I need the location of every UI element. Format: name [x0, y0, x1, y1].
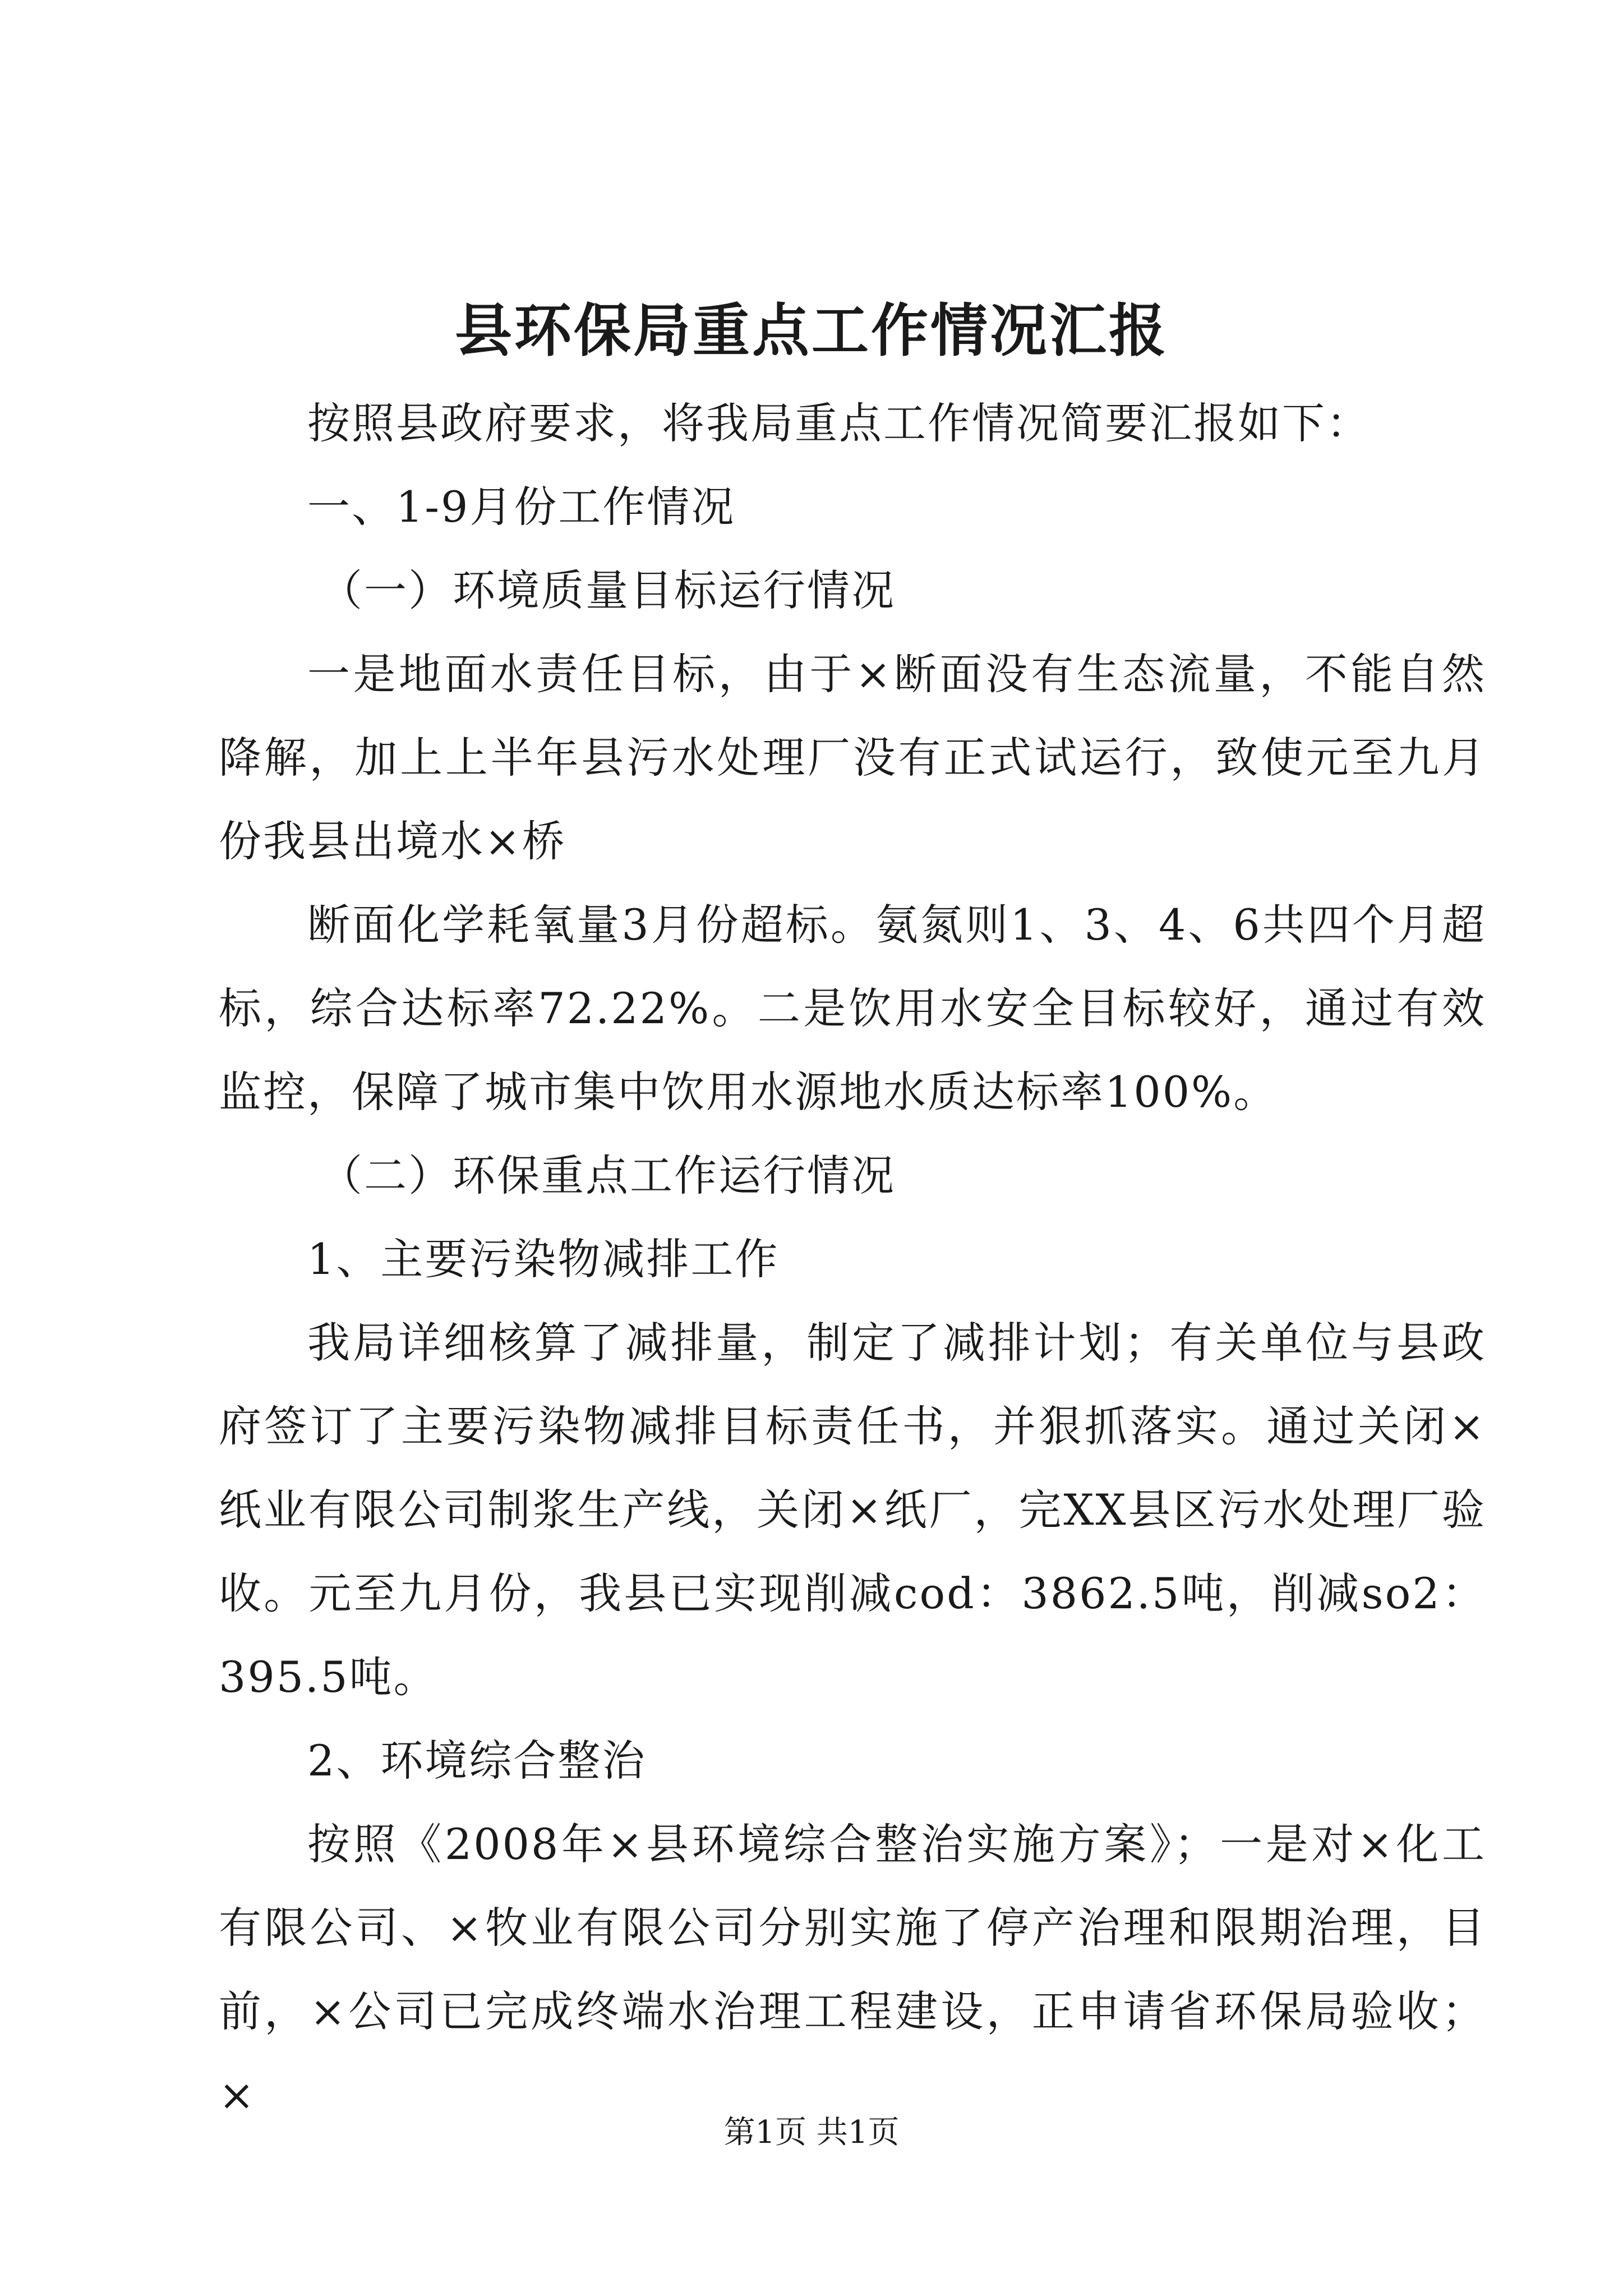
paragraph-water-target: 一是地面水责任目标，由于×断面没有生态流量，不能自然降解，加上上半年县污水处理厂没有正式试运行，致使元至九月份我县出境水×桥: [219, 649, 1486, 866]
paragraph-intro: 按照县政府要求，将我局重点工作情况简要汇报如下：: [307, 398, 1371, 448]
subsection-heading-1: （一）环境质量目标运行情况: [320, 565, 896, 615]
paragraph-comprehensive-rectification: 按照《2008年×县环境综合整治实施方案》；一是对×化工有限公司、×牧业有限公司分别实施了停产治理和限期治理，目前，×公司已完成终端水治理工程建设，正申请省环保局验收；×: [219, 1819, 1486, 2120]
page-footer: 第1页 共1页: [723, 2114, 900, 2151]
paragraph-water-results: 断面化学耗氧量3月份超标。氨氮则1、3、4、6共四个月超标，综合达标率72.22%。二是饮用水安全目标较好，通过有效监控，保障了城市集中饮用水源地水质达标率100%。: [219, 900, 1486, 1117]
section-heading-1: 一、1-9月份工作情况: [307, 482, 736, 532]
item-heading-1: 1、主要污染物减排工作: [307, 1234, 780, 1284]
subsection-heading-2: （二）环保重点工作运行情况: [320, 1151, 896, 1200]
document-body: [219, 381, 1486, 2137]
document-title: 县环保局重点工作情况汇报: [455, 297, 1168, 365]
paragraph-emission-reduction: 我局详细核算了减排量，制定了减排计划；有关单位与县政府签订了主要污染物减排目标责任书，并狠抓落实。通过关闭×纸业有限公司制浆生产线，关闭×纸厂，完XX县区污水处理厂验收。元至九月份，我县已实现削减cod：3862.5吨，削减so2：395.5吨。: [219, 1318, 1486, 1702]
item-heading-2: 2、环境综合整治: [307, 1736, 647, 1786]
